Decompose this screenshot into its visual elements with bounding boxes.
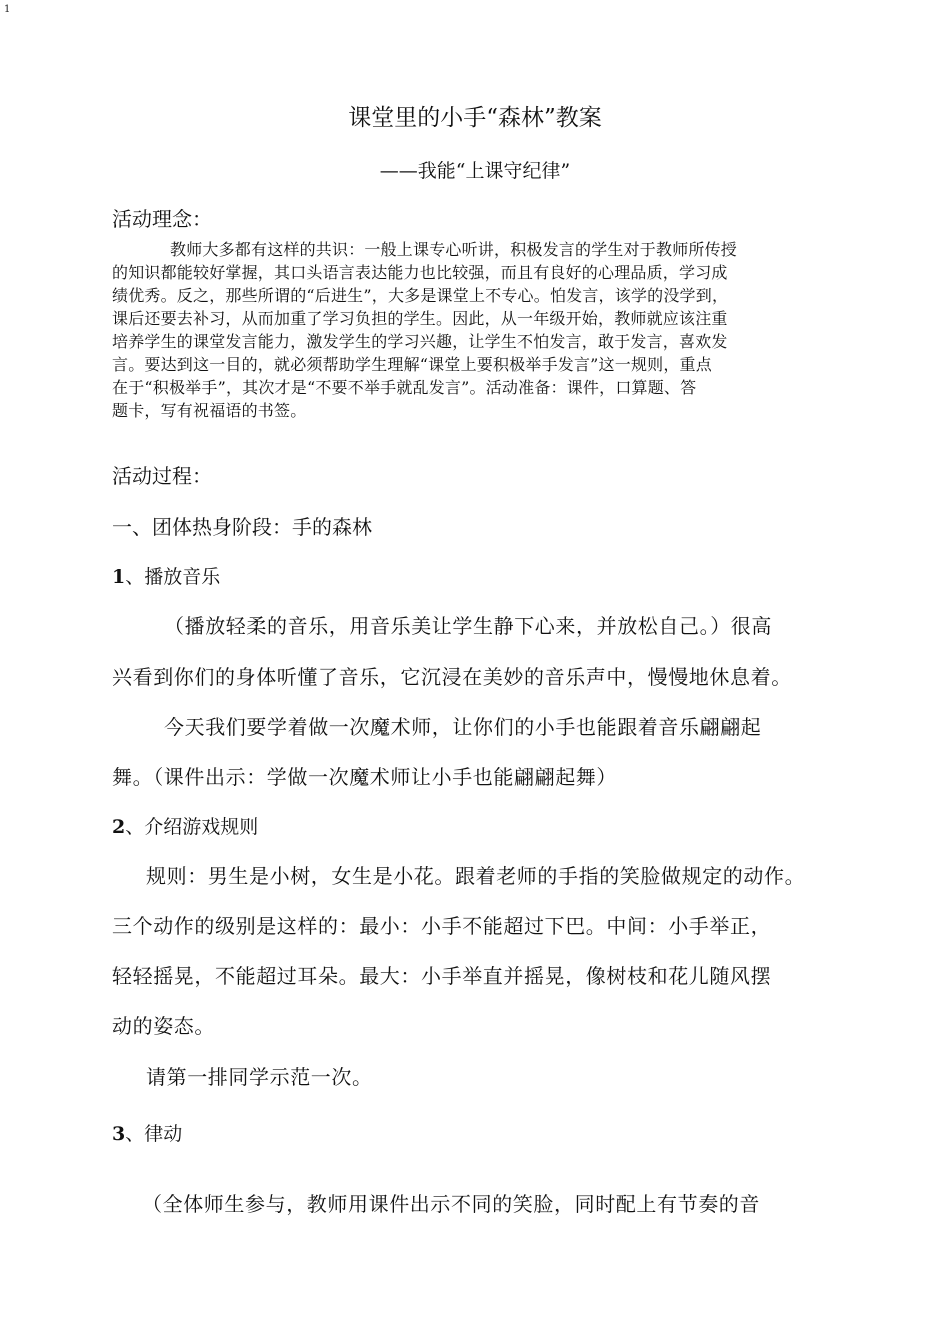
item2-line: 请第一排同学示范一次。 <box>146 1065 373 1089</box>
item2-line: 轻轻摇晃，不能超过耳朵。最大：小手举直并摇晃，像树枝和花儿随风摆 <box>112 964 772 988</box>
item3-title: 、律动 <box>125 1123 183 1145</box>
item2-title: 、介绍游戏规则 <box>125 816 259 838</box>
item2-number: 2 <box>112 816 126 838</box>
item1-heading <box>112 563 220 591</box>
item1-line: 兴看到你们的身体听懂了音乐，它沉浸在美妙的音乐声中，慢慢地休息着。 <box>112 665 792 689</box>
item2-heading <box>112 813 258 841</box>
document-subtitle: ——我能“上课守纪律” <box>379 160 571 182</box>
concept-paragraph-line: 言。要达到这一目的，就必须帮助学生理解“课堂上要积极举手发言”这一规则，重点 <box>112 355 712 374</box>
item2-line: 规则：男生是小树，女生是小花。跟着老师的手指的笑脸做规定的动作。 <box>146 864 806 888</box>
item1-line: （播放轻柔的音乐，用音乐美让学生静下心来，并放松自己。）很高 <box>164 614 772 638</box>
item1-number: 1 <box>112 566 126 588</box>
document-title: 课堂里的小手“森林”教案 <box>348 105 602 131</box>
concept-paragraph-line: 教师大多都有这样的共识：一般上课专心听讲，积极发言的学生对于教师所传授 <box>170 240 738 259</box>
page-number: 1 <box>4 4 11 15</box>
item3-line: （全体师生参与，教师用课件出示不同的笑脸，同时配上有节奏的音 <box>142 1192 760 1216</box>
concept-paragraph-line: 在于“积极举手”，其次才是“不要不举手就乱发言”。活动准备：课件，口算题、答 <box>112 378 697 397</box>
item1-line: 舞。（课件出示：学做一次魔术师让小手也能翩翩起舞） <box>112 765 617 789</box>
stage1-heading: 一、团体热身阶段：手的森林 <box>112 515 372 539</box>
item1-line: 今天我们要学着做一次魔术师，让你们的小手也能跟着音乐翩翩起 <box>164 715 762 739</box>
item3-heading <box>112 1120 182 1148</box>
item2-line: 三个动作的级别是这样的：最小：小手不能超过下巴。中间：小手举正， <box>112 914 772 938</box>
item1-title: 、播放音乐 <box>125 566 221 588</box>
item2-line: 动的姿态。 <box>112 1014 215 1038</box>
concept-paragraph-line: 的知识都能较好掌握，其口头语言表达能力也比较强，而且有良好的心理品质，学习成 <box>112 263 728 282</box>
item3-number: 3 <box>112 1123 126 1145</box>
process-heading: 活动过程： <box>112 464 212 488</box>
concept-paragraph-line: 绩优秀。反之，那些所谓的“后进生”，大多是课堂上不专心。怕发言，该学的没学到， <box>112 286 729 305</box>
concept-paragraph-line: 题卡，写有祝福语的书签。 <box>112 401 307 420</box>
concept-paragraph-line: 培养学生的课堂发言能力，激发学生的学习兴趣，让学生不怕发言，敢于发言，喜欢发 <box>112 332 728 351</box>
concept-heading: 活动理念： <box>112 207 212 231</box>
concept-paragraph-line: 课后还要去补习，从而加重了学习负担的学生。因此，从一年级开始，教师就应该注重 <box>112 309 728 328</box>
